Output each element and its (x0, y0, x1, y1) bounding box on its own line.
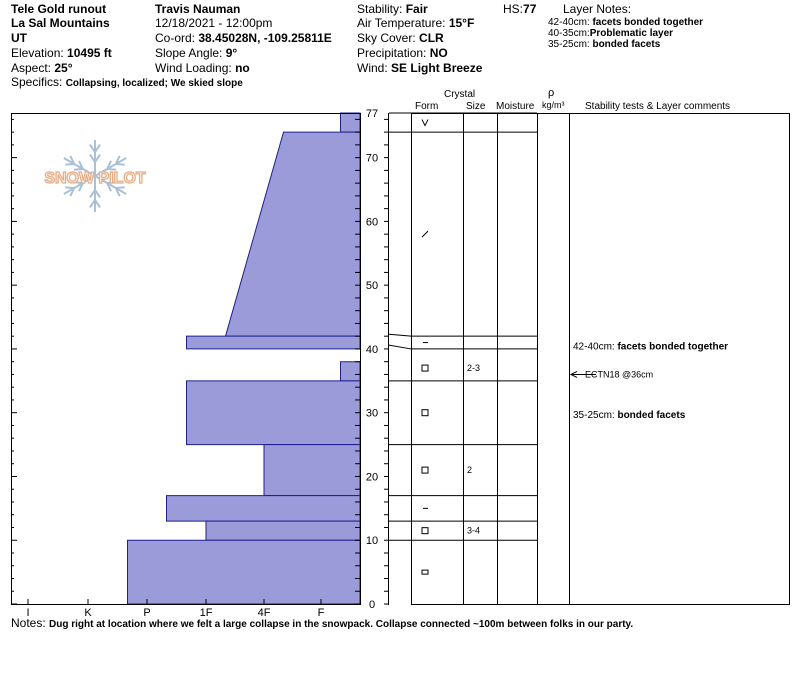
hardness-tick-label: P (143, 607, 151, 619)
layer-comment-range: 42-40cm: (573, 341, 618, 353)
depth-tick-label: 20 (365, 471, 379, 484)
layer-comment-text: bonded facets (617, 409, 686, 421)
hardness-layer (187, 336, 361, 349)
grain-form-faceted-icon (422, 528, 428, 534)
coord-value: 38.45028N, -109.25811E (198, 31, 332, 45)
depth-tick-label: 30 (365, 407, 379, 420)
grain-size-label: 3-4 (467, 525, 481, 536)
layer-comment-text: facets bonded together (617, 341, 729, 353)
snowflake-branch (116, 187, 125, 188)
snowflake-branch (65, 164, 74, 165)
sky-cover-label: Sky Cover: (357, 31, 416, 45)
layer-comment (573, 410, 686, 421)
layer-note-text: bonded facets (592, 39, 661, 50)
snowflake-branch (116, 164, 125, 165)
hardness-layer (167, 496, 361, 522)
stability-value: Fair (405, 2, 428, 16)
aspect-label: Aspect: (11, 61, 52, 75)
density-unit-heading: kg/m³ (542, 100, 565, 110)
specifics-label: Specifics: (11, 75, 63, 89)
slope-value: 9° (225, 46, 238, 60)
elevation-value: 10495 ft (67, 46, 112, 60)
layer-notes-title: Layer Notes: (563, 2, 632, 16)
grain-size-label: 2-3 (467, 363, 481, 374)
depth-tick-label: 77 (365, 108, 379, 120)
depth-connector-line (389, 334, 411, 336)
layer-note-range: 35-25cm: (548, 39, 590, 50)
aspect-value: 25° (54, 61, 73, 75)
elevation-label: Elevation: (11, 46, 64, 60)
hardness-layer (341, 113, 361, 132)
depth-tick-label: 70 (365, 152, 379, 165)
crystal-heading: Crystal (444, 89, 476, 100)
layer-note-text: Problematic layer (589, 28, 674, 39)
depth-tick-label: 0 (368, 599, 376, 611)
moisture-heading: Moisture (496, 101, 535, 112)
stability-comments-heading: Stability tests & Layer comments (585, 101, 731, 112)
hardness-layer (341, 362, 361, 381)
notes-text: Dug right at location where we felt a large collapse in the snowpack. Collapse connected ~100m between folks in our party. (49, 619, 634, 630)
layer-note-range: 40-35cm: (548, 28, 590, 39)
coord-label: Co-ord: (155, 31, 196, 45)
wind-loading-label: Wind Loading: (155, 61, 232, 75)
depth-tick-label: 60 (365, 216, 379, 229)
notes-row (11, 616, 633, 632)
grain-form-rounding-facets-icon (422, 570, 428, 574)
layer-comment (573, 342, 728, 353)
hardness-layer (187, 381, 361, 445)
hardness-tick-label: I (26, 607, 30, 619)
stability-test-label: ECTN18 @36cm (585, 369, 654, 380)
precip-value: NO (429, 46, 448, 60)
mountain-range: La Sal Mountains (11, 16, 110, 30)
air-temp-value: 15°F (448, 16, 475, 30)
hardness-tick-label: 4F (257, 607, 271, 619)
grain-form-surface-hoar-icon (422, 120, 428, 126)
size-heading: Size (466, 101, 486, 112)
wind-label: Wind: (357, 61, 388, 75)
density-rho-heading: ρ (548, 87, 555, 99)
hs-value: 77 (523, 2, 537, 16)
layer-note-text: facets bonded together (592, 17, 704, 28)
hardness-tick-label: K (84, 607, 92, 619)
hardness-layer (226, 132, 361, 336)
specifics-value: Collapsing, localized; We skied slope (65, 78, 243, 89)
hardness-tick-label: 1F (199, 607, 213, 619)
grain-form-faceted-icon (422, 365, 428, 371)
wind-loading-value: no (235, 61, 250, 75)
observation-datetime: 12/18/2021 - 12:00pm (155, 16, 273, 30)
state: UT (11, 31, 27, 45)
layer-comment-range: 35-25cm: (573, 409, 618, 421)
air-temp-label: Air Temperature: (357, 16, 446, 30)
precip-label: Precipitation: (357, 46, 427, 60)
grain-form-faceted-icon (422, 467, 428, 473)
logo-text: SNOW PILOT (44, 170, 146, 187)
stability-label: Stability: (357, 2, 403, 16)
snowflake-branch (65, 187, 74, 188)
hardness-tick-label: F (317, 607, 325, 619)
observer-name: Travis Nauman (155, 2, 241, 16)
layer-note-range: 42-40cm: (548, 17, 590, 28)
snowpilot-logo (44, 140, 146, 212)
wind-value: SE Light Breeze (391, 61, 483, 75)
depth-tick-label: 50 (365, 280, 379, 293)
grain-form-decomposing-icon (422, 231, 428, 237)
hs-label: HS: (503, 2, 524, 16)
site-name: Tele Gold runout (11, 2, 107, 16)
grain-form-faceted-icon (422, 410, 428, 416)
depth-tick-label: 10 (365, 535, 379, 548)
grain-size-label: 2 (467, 465, 473, 476)
slope-label: Slope Angle: (155, 46, 223, 60)
hardness-layer (206, 521, 360, 540)
form-heading: Form (415, 101, 439, 112)
notes-label: Notes: (11, 616, 46, 630)
hardness-layer (128, 540, 361, 604)
depth-tick-label: 40 (365, 343, 379, 356)
depth-connector-line (389, 345, 411, 349)
sky-cover-value: CLR (419, 31, 444, 45)
hardness-layer (264, 445, 360, 496)
